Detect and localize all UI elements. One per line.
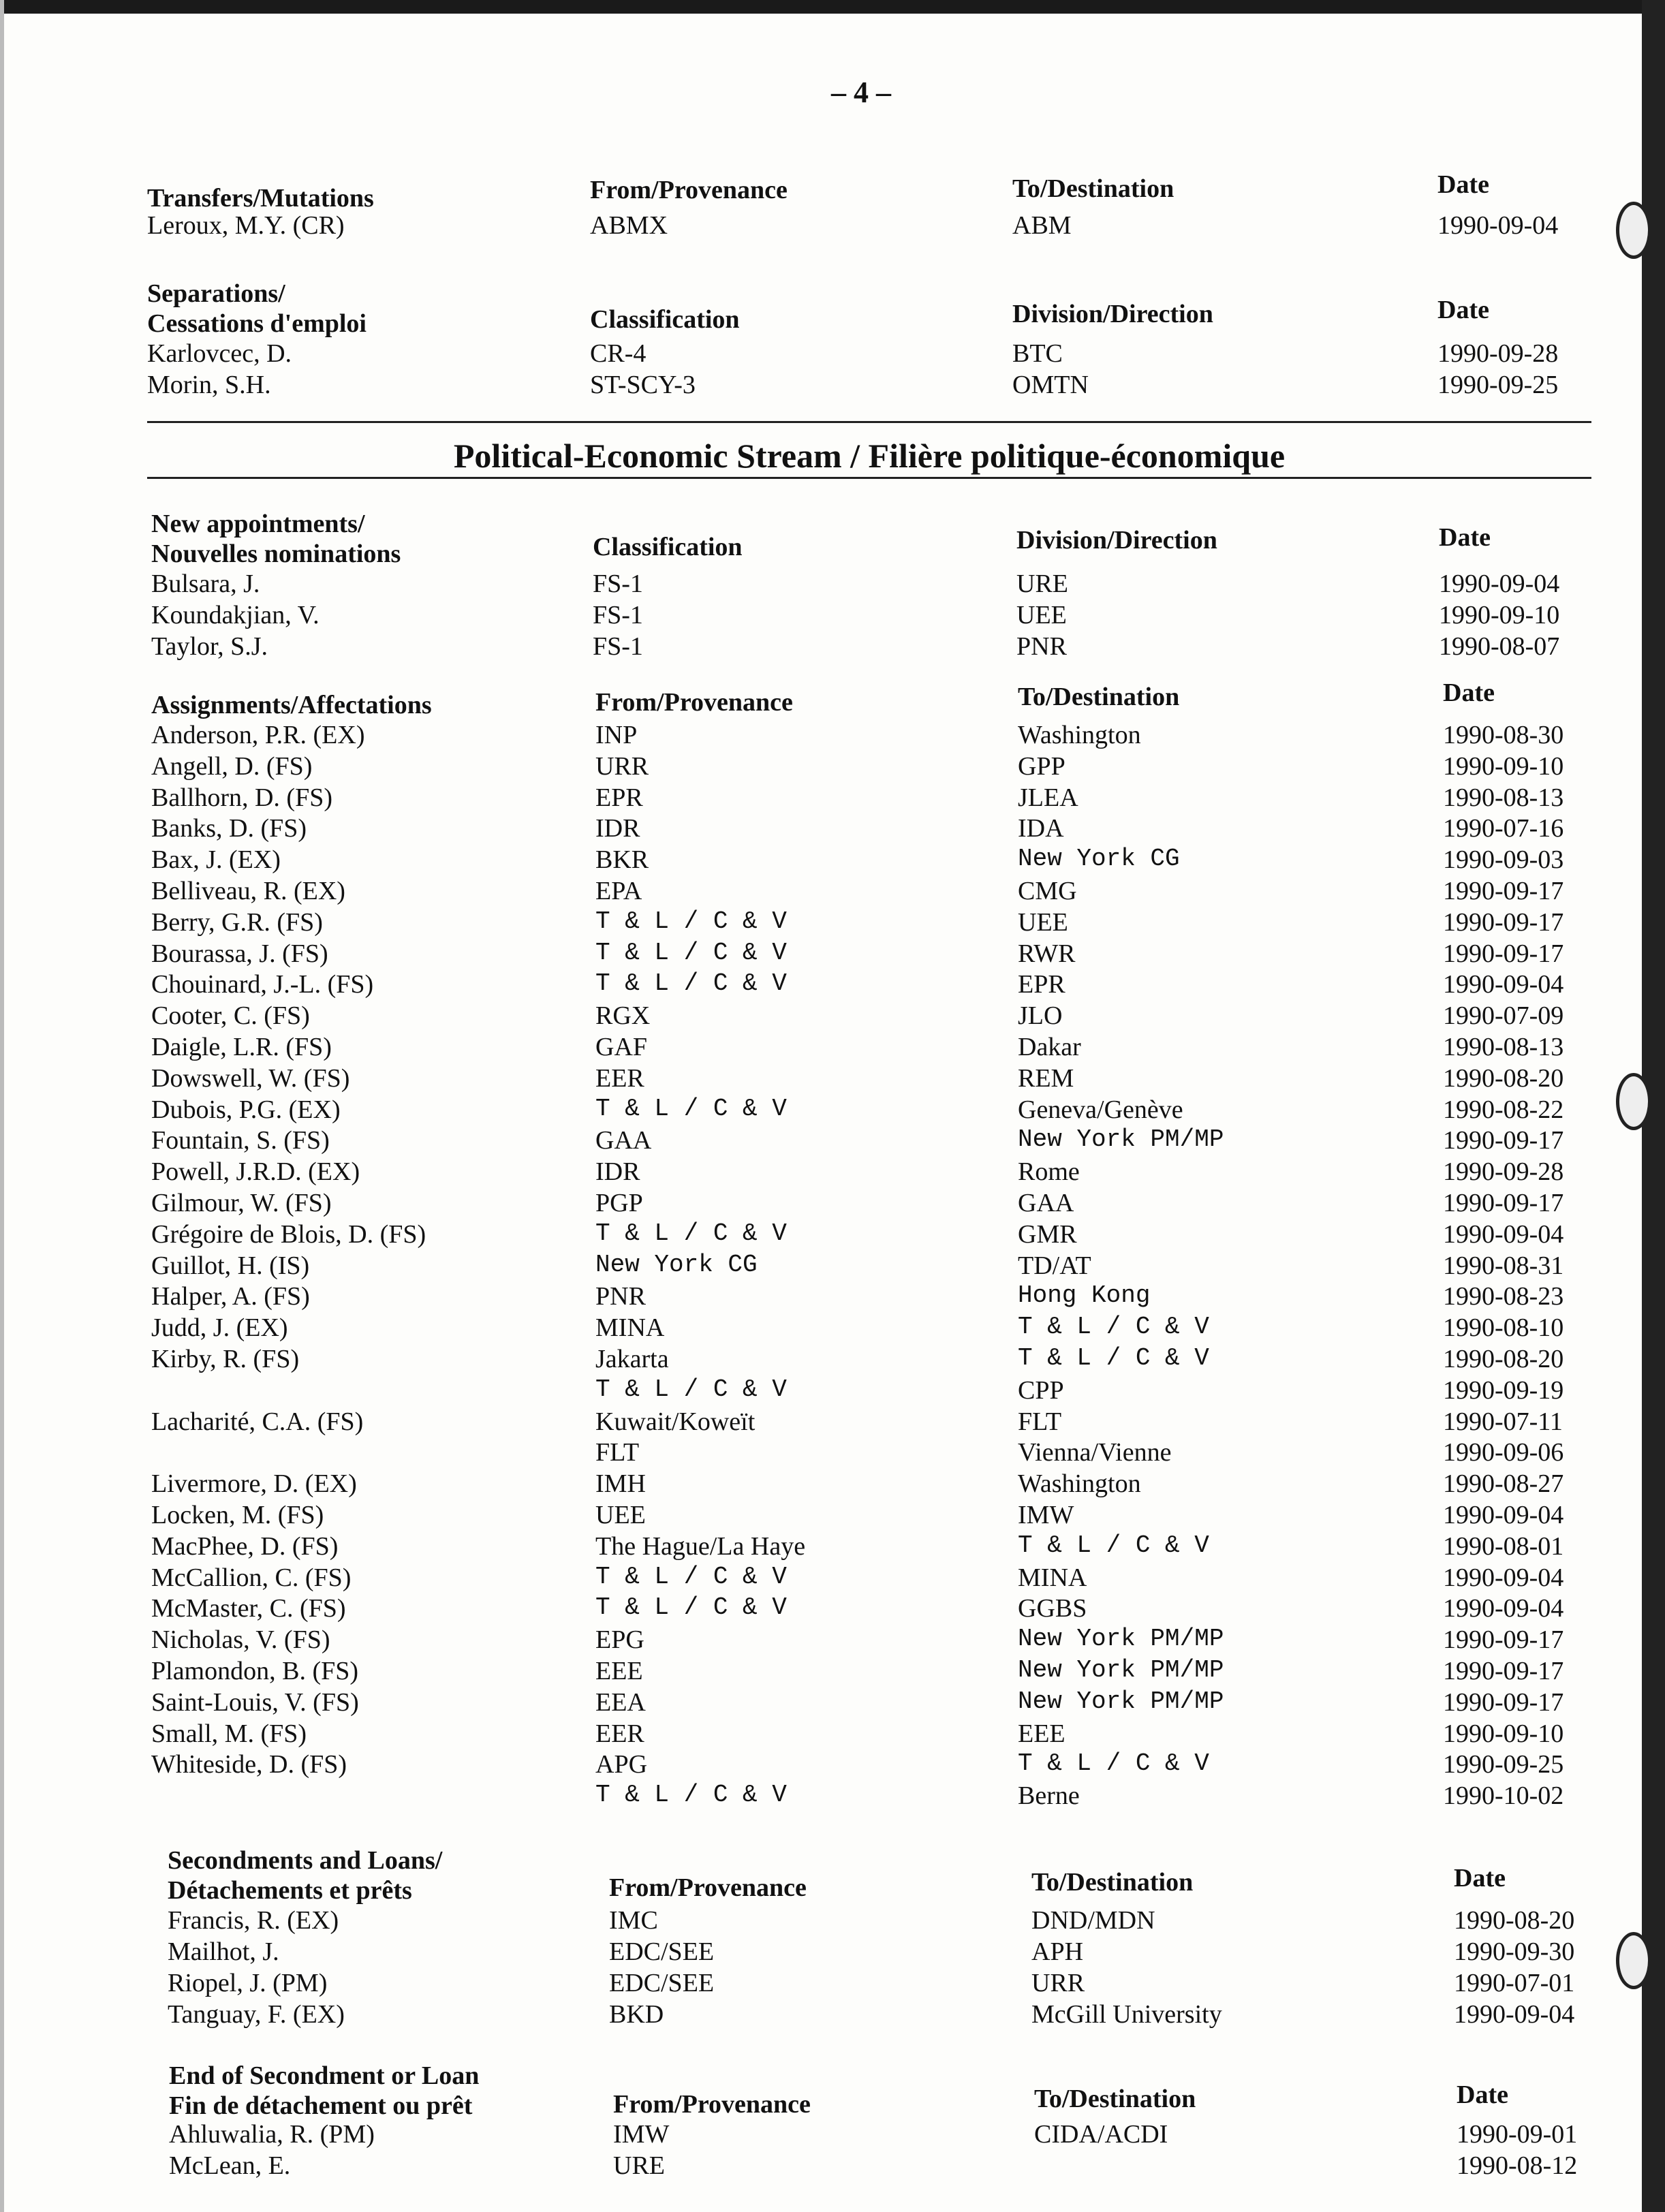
date-cell: 1990-07-16 xyxy=(1443,814,1564,843)
to-cell: URR xyxy=(1031,1969,1085,1997)
to-cell: REM xyxy=(1018,1064,1074,1093)
to-cell: Dakar xyxy=(1018,1033,1081,1061)
from-cell: Kuwait/Koweït xyxy=(595,1407,756,1436)
to-cell: New York PM/MP xyxy=(1018,1687,1224,1715)
name-cell: Bax, J. (EX) xyxy=(151,845,281,874)
to-cell: Washington xyxy=(1018,1469,1141,1498)
column-header: Date xyxy=(1457,2081,1508,2109)
to-cell: Geneva/Genève xyxy=(1018,1095,1183,1124)
from-cell: Jakarta xyxy=(595,1345,669,1373)
date-cell: 1990-09-10 xyxy=(1443,1719,1564,1748)
date-cell: 1990-08-27 xyxy=(1443,1469,1564,1498)
date-cell: 1990-08-20 xyxy=(1443,1064,1564,1093)
name-cell: Livermore, D. (EX) xyxy=(151,1469,357,1498)
to-cell: PNR xyxy=(1016,632,1067,661)
from-cell: IDR xyxy=(595,814,640,843)
to-cell: URE xyxy=(1016,570,1068,598)
name-cell: Angell, D. (FS) xyxy=(151,752,313,781)
name-cell: Leroux, M.Y. (CR) xyxy=(147,211,345,240)
date-cell: 1990-08-07 xyxy=(1439,632,1560,661)
column-header: To/Destination xyxy=(1031,1868,1194,1897)
from-cell: EEE xyxy=(595,1657,643,1685)
binder-hole-icon xyxy=(1616,1073,1651,1130)
name-cell: Fountain, S. (FS) xyxy=(151,1126,330,1155)
section-title: Fin de détachement ou prêt xyxy=(169,2091,473,2120)
to-cell: Washington xyxy=(1018,721,1141,749)
name-cell: Whiteside, D. (FS) xyxy=(151,1750,347,1779)
date-cell: 1990-09-25 xyxy=(1437,371,1559,399)
to-cell: Vienna/Vienne xyxy=(1018,1438,1172,1467)
from-cell: T & L / C & V xyxy=(595,1375,787,1403)
name-cell: Dubois, P.G. (EX) xyxy=(151,1095,341,1124)
name-cell: Locken, M. (FS) xyxy=(151,1501,324,1529)
name-cell: Belliveau, R. (EX) xyxy=(151,877,345,905)
section-title: End of Secondment or Loan xyxy=(169,2061,480,2090)
name-cell: Dowswell, W. (FS) xyxy=(151,1064,350,1093)
column-header: Date xyxy=(1437,296,1489,324)
date-cell: 1990-09-03 xyxy=(1443,845,1564,874)
to-cell: GPP xyxy=(1018,752,1065,781)
date-cell: 1990-09-25 xyxy=(1443,1750,1564,1779)
date-cell: 1990-09-04 xyxy=(1443,1501,1564,1529)
to-cell: OMTN xyxy=(1012,371,1089,399)
name-cell: Saint-Louis, V. (FS) xyxy=(151,1688,359,1717)
name-cell: Lacharité, C.A. (FS) xyxy=(151,1407,364,1436)
to-cell: EPR xyxy=(1018,970,1065,999)
date-cell: 1990-09-30 xyxy=(1454,1937,1575,1966)
from-cell: T & L / C & V xyxy=(595,1593,787,1621)
from-cell: APG xyxy=(595,1750,648,1779)
name-cell: Daigle, L.R. (FS) xyxy=(151,1033,332,1061)
to-cell: McGill University xyxy=(1031,2000,1222,2029)
name-cell: Grégoire de Blois, D. (FS) xyxy=(151,1220,426,1249)
to-cell: UEE xyxy=(1016,601,1067,629)
from-cell: T & L / C & V xyxy=(595,1219,787,1247)
column-header: From/Provenance xyxy=(590,176,788,204)
name-cell: Cooter, C. (FS) xyxy=(151,1001,310,1030)
column-header: Division/Direction xyxy=(1016,526,1217,555)
from-cell: EPG xyxy=(595,1625,644,1654)
name-cell: Guillot, H. (IS) xyxy=(151,1251,310,1280)
name-cell: Ballhorn, D. (FS) xyxy=(151,783,332,812)
section-title: Separations/ xyxy=(147,279,285,308)
column-header: To/Destination xyxy=(1018,683,1180,711)
column-header: Date xyxy=(1439,523,1491,552)
name-cell: Karlovcec, D. xyxy=(147,339,292,368)
from-cell: MINA xyxy=(595,1313,665,1342)
section-title: Nouvelles nominations xyxy=(151,540,401,568)
date-cell: 1990-09-17 xyxy=(1443,1189,1564,1217)
to-cell: JLEA xyxy=(1018,783,1078,812)
date-cell: 1990-09-17 xyxy=(1443,1126,1564,1155)
date-cell: 1990-09-17 xyxy=(1443,1657,1564,1685)
from-cell: FS-1 xyxy=(593,570,643,598)
name-cell: Taylor, S.J. xyxy=(151,632,268,661)
from-cell: T & L / C & V xyxy=(595,907,787,935)
from-cell: ST-SCY-3 xyxy=(590,371,696,399)
to-cell: CMG xyxy=(1018,877,1077,905)
to-cell: Hong Kong xyxy=(1018,1281,1151,1309)
section-title: Détachements et prêts xyxy=(168,1876,412,1905)
scan-top-edge xyxy=(0,0,1665,14)
date-cell: 1990-07-09 xyxy=(1443,1001,1564,1030)
name-cell: Halper, A. (FS) xyxy=(151,1282,310,1311)
name-cell: Bulsara, J. xyxy=(151,570,260,598)
date-cell: 1990-09-10 xyxy=(1439,601,1560,629)
name-cell: Koundakjian, V. xyxy=(151,601,320,629)
from-cell: EDC/SEE xyxy=(609,1937,715,1966)
date-cell: 1990-07-11 xyxy=(1443,1407,1563,1436)
date-cell: 1990-08-10 xyxy=(1443,1313,1564,1342)
date-cell: 1990-09-17 xyxy=(1443,908,1564,937)
date-cell: 1990-09-28 xyxy=(1437,339,1559,368)
divider xyxy=(147,421,1591,423)
date-cell: 1990-10-02 xyxy=(1443,1781,1564,1810)
divider xyxy=(147,477,1591,479)
from-cell: The Hague/La Haye xyxy=(595,1532,806,1561)
from-cell: IMC xyxy=(609,1906,658,1935)
name-cell: Banks, D. (FS) xyxy=(151,814,307,843)
binder-hole-icon xyxy=(1616,1932,1651,1989)
date-cell: 1990-09-06 xyxy=(1443,1438,1564,1467)
name-cell: Plamondon, B. (FS) xyxy=(151,1657,359,1685)
from-cell: URR xyxy=(595,752,649,781)
column-header: To/Destination xyxy=(1012,174,1174,203)
binder-hole-icon xyxy=(1616,202,1651,259)
to-cell: New York PM/MP xyxy=(1018,1625,1224,1653)
name-cell: Berry, G.R. (FS) xyxy=(151,908,323,937)
date-cell: 1990-09-04 xyxy=(1454,2000,1575,2029)
from-cell: New York CG xyxy=(595,1251,758,1279)
date-cell: 1990-08-20 xyxy=(1454,1906,1575,1935)
from-cell: IMH xyxy=(595,1469,646,1498)
to-cell: Berne xyxy=(1018,1781,1080,1810)
to-cell: UEE xyxy=(1018,908,1068,937)
to-cell: DND/MDN xyxy=(1031,1906,1155,1935)
date-cell: 1990-09-01 xyxy=(1457,2120,1578,2149)
to-cell: CPP xyxy=(1018,1376,1064,1405)
name-cell: Anderson, P.R. (EX) xyxy=(151,721,365,749)
to-cell: MINA xyxy=(1018,1563,1087,1592)
column-header: Date xyxy=(1454,1864,1506,1892)
from-cell: T & L / C & V xyxy=(595,1095,787,1123)
name-cell: Bourassa, J. (FS) xyxy=(151,939,328,968)
name-cell: Francis, R. (EX) xyxy=(168,1906,339,1935)
from-cell: UEE xyxy=(595,1501,646,1529)
to-cell: RWR xyxy=(1018,939,1076,968)
name-cell: Riopel, J. (PM) xyxy=(168,1969,328,1997)
from-cell: IMW xyxy=(613,2120,670,2149)
date-cell: 1990-09-04 xyxy=(1439,570,1560,598)
date-cell: 1990-09-04 xyxy=(1437,211,1559,240)
date-cell: 1990-09-28 xyxy=(1443,1157,1564,1186)
to-cell: IMW xyxy=(1018,1501,1074,1529)
name-cell: McCallion, C. (FS) xyxy=(151,1563,352,1592)
date-cell: 1990-09-19 xyxy=(1443,1376,1564,1405)
date-cell: 1990-09-04 xyxy=(1443,1563,1564,1592)
from-cell: T & L / C & V xyxy=(595,939,787,967)
date-cell: 1990-08-01 xyxy=(1443,1532,1564,1561)
from-cell: BKR xyxy=(595,845,649,874)
column-header: Classification xyxy=(593,533,743,561)
to-cell: T & L / C & V xyxy=(1018,1531,1209,1559)
date-cell: 1990-08-31 xyxy=(1443,1251,1564,1280)
section-title: Cessations d'emploi xyxy=(147,309,367,338)
to-cell: Rome xyxy=(1018,1157,1080,1186)
date-cell: 1990-09-17 xyxy=(1443,877,1564,905)
section-title: New appointments/ xyxy=(151,510,365,538)
name-cell: McMaster, C. (FS) xyxy=(151,1594,346,1623)
to-cell: BTC xyxy=(1012,339,1063,368)
date-cell: 1990-09-04 xyxy=(1443,1594,1564,1623)
scan-left-edge xyxy=(0,0,4,2212)
to-cell: EEE xyxy=(1018,1719,1065,1748)
from-cell: GAF xyxy=(595,1033,648,1061)
from-cell: EPR xyxy=(595,783,643,812)
name-cell: Judd, J. (EX) xyxy=(151,1313,288,1342)
from-cell: FS-1 xyxy=(593,632,643,661)
name-cell: Tanguay, F. (EX) xyxy=(168,2000,345,2029)
from-cell: RGX xyxy=(595,1001,651,1030)
to-cell: New York PM/MP xyxy=(1018,1125,1224,1153)
name-cell: Nicholas, V. (FS) xyxy=(151,1625,330,1654)
date-cell: 1990-08-13 xyxy=(1443,1033,1564,1061)
name-cell: Small, M. (FS) xyxy=(151,1719,307,1748)
section-title: Secondments and Loans/ xyxy=(168,1846,443,1875)
to-cell: T & L / C & V xyxy=(1018,1749,1209,1777)
date-cell: 1990-08-22 xyxy=(1443,1095,1564,1124)
from-cell: CR-4 xyxy=(590,339,647,368)
name-cell: Ahluwalia, R. (PM) xyxy=(169,2120,375,2149)
to-cell: GAA xyxy=(1018,1189,1074,1217)
from-cell: GAA xyxy=(595,1126,652,1155)
to-cell: IDA xyxy=(1018,814,1064,843)
name-cell: Morin, S.H. xyxy=(147,371,271,399)
from-cell: EEA xyxy=(595,1688,646,1717)
to-cell: T & L / C & V xyxy=(1018,1344,1209,1372)
from-cell: INP xyxy=(595,721,638,749)
date-cell: 1990-08-30 xyxy=(1443,721,1564,749)
date-cell: 1990-09-17 xyxy=(1443,1625,1564,1654)
to-cell: GGBS xyxy=(1018,1594,1087,1623)
date-cell: 1990-08-13 xyxy=(1443,783,1564,812)
date-cell: 1990-07-01 xyxy=(1454,1969,1575,1997)
section-title: Assignments/Affectations xyxy=(151,691,432,719)
column-header: Division/Direction xyxy=(1012,300,1213,328)
name-cell: Powell, J.R.D. (EX) xyxy=(151,1157,360,1186)
column-header: From/Provenance xyxy=(595,688,793,717)
from-cell: PNR xyxy=(595,1282,646,1311)
name-cell: Gilmour, W. (FS) xyxy=(151,1189,332,1217)
from-cell: URE xyxy=(613,2151,665,2180)
stream-title: Political-Economic Stream / Filière politique-économique xyxy=(453,437,1286,475)
from-cell: ABMX xyxy=(590,211,668,240)
to-cell: FLT xyxy=(1018,1407,1062,1436)
from-cell: EDC/SEE xyxy=(609,1969,715,1997)
column-header: Date xyxy=(1443,679,1495,707)
from-cell: IDR xyxy=(595,1157,640,1186)
name-cell: McLean, E. xyxy=(169,2151,291,2180)
from-cell: PGP xyxy=(595,1189,643,1217)
from-cell: T & L / C & V xyxy=(595,1563,787,1591)
name-cell: MacPhee, D. (FS) xyxy=(151,1532,339,1561)
name-cell: Chouinard, J.-L. (FS) xyxy=(151,970,374,999)
page-number: – 4 – xyxy=(831,76,891,109)
date-cell: 1990-09-17 xyxy=(1443,939,1564,968)
from-cell: T & L / C & V xyxy=(595,1781,787,1809)
date-cell: 1990-09-10 xyxy=(1443,752,1564,781)
column-header: Classification xyxy=(590,305,740,334)
column-header: From/Provenance xyxy=(613,2090,811,2119)
date-cell: 1990-08-23 xyxy=(1443,1282,1564,1311)
from-cell: FS-1 xyxy=(593,601,643,629)
column-header: From/Provenance xyxy=(609,1873,807,1902)
date-cell: 1990-08-20 xyxy=(1443,1345,1564,1373)
to-cell: TD/AT xyxy=(1018,1251,1091,1280)
section-title: Transfers/Mutations xyxy=(147,184,374,213)
to-cell: ABM xyxy=(1012,211,1072,240)
name-cell: Mailhot, J. xyxy=(168,1937,279,1966)
to-cell: GMR xyxy=(1018,1220,1077,1249)
to-cell: APH xyxy=(1031,1937,1084,1966)
to-cell: CIDA/ACDI xyxy=(1034,2120,1168,2149)
column-header: Date xyxy=(1437,170,1489,199)
date-cell: 1990-08-12 xyxy=(1457,2151,1578,2180)
to-cell: New York PM/MP xyxy=(1018,1656,1224,1684)
from-cell: EPA xyxy=(595,877,642,905)
from-cell: EER xyxy=(595,1064,644,1093)
from-cell: BKD xyxy=(609,2000,664,2029)
date-cell: 1990-09-17 xyxy=(1443,1688,1564,1717)
column-header: To/Destination xyxy=(1034,2085,1196,2113)
from-cell: EER xyxy=(595,1719,644,1748)
from-cell: T & L / C & V xyxy=(595,969,787,997)
date-cell: 1990-09-04 xyxy=(1443,970,1564,999)
name-cell: Kirby, R. (FS) xyxy=(151,1345,300,1373)
from-cell: FLT xyxy=(595,1438,640,1467)
to-cell: New York CG xyxy=(1018,845,1180,873)
to-cell: T & L / C & V xyxy=(1018,1313,1209,1341)
date-cell: 1990-09-04 xyxy=(1443,1220,1564,1249)
to-cell: JLO xyxy=(1018,1001,1063,1030)
